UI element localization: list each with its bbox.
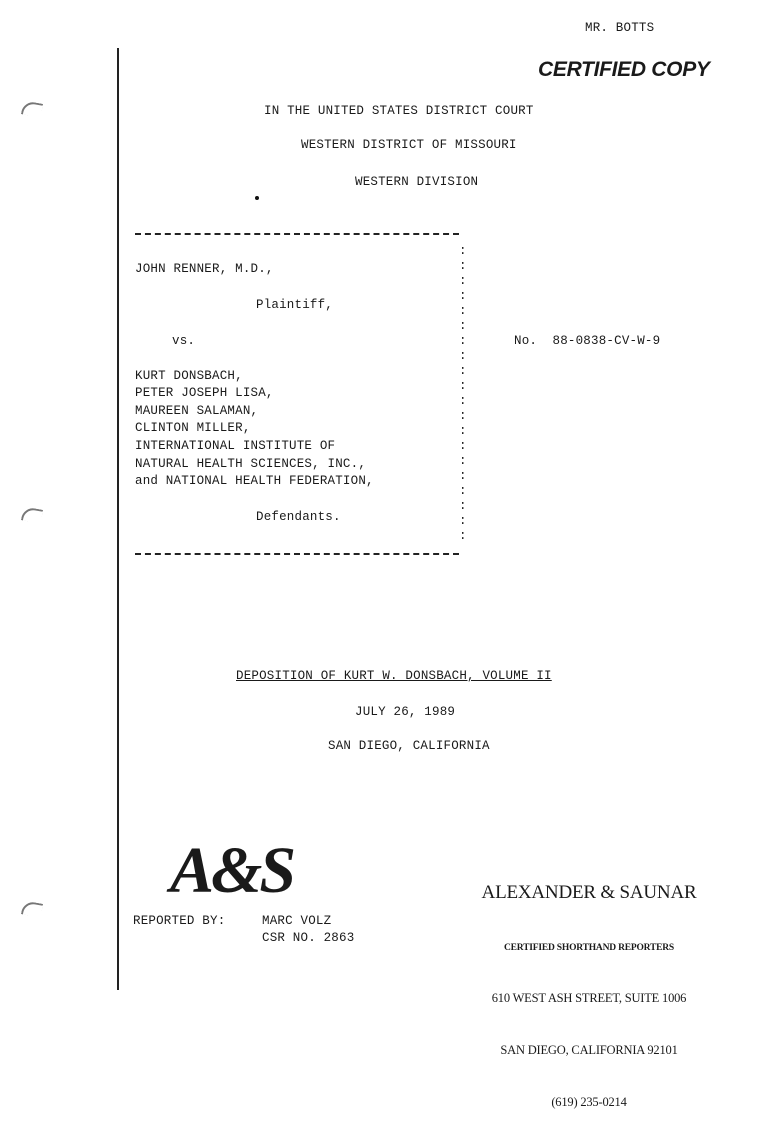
firm-address-2: SAN DIEGO, CALIFORNIA 92101 (500, 1043, 678, 1057)
binder-hole-mark (21, 900, 43, 917)
firm-name: ALEXANDER & SAUNAR (481, 882, 697, 903)
firm-address-1: 610 WEST ASH STREET, SUITE 1006 (491, 991, 687, 1005)
case-number: No. 88-0838-CV-W-9 (514, 334, 661, 348)
firm-phone: (619) 235-0214 (551, 1095, 627, 1109)
defendant-line: MAUREEN SALAMAN, (135, 404, 259, 418)
caption-colon-column: : : : : : : : : : : : : : : : : : : : : (459, 244, 467, 543)
defendant-line: PETER JOSEPH LISA, (135, 386, 274, 400)
certified-copy-stamp: CERTIFIED COPY (538, 58, 710, 81)
reporter-name: MARC VOLZ (262, 914, 332, 928)
plaintiff-name: JOHN RENNER, M.D., (135, 262, 274, 276)
caption-top-dashes (135, 233, 459, 235)
defendant-line: INTERNATIONAL INSTITUTE OF (135, 439, 336, 453)
defendant-line: NATURAL HEALTH SCIENCES, INC., (135, 457, 367, 471)
ink-speck (255, 196, 259, 200)
reporter-csr: CSR NO. 2863 (262, 931, 355, 945)
binder-hole-mark (21, 100, 43, 117)
firm-subtitle: CERTIFIED SHORTHAND REPORTERS (503, 943, 675, 953)
left-margin-rule (117, 48, 119, 990)
caption-bottom-dashes (135, 553, 459, 555)
court-division: WESTERN DIVISION (355, 175, 479, 189)
defendant-line: KURT DONSBACH, (135, 369, 243, 383)
recipient-note: MR. BOTTS (585, 21, 655, 35)
reporter-logo: A&S (170, 834, 294, 907)
court-district: WESTERN DISTRICT OF MISSOURI (301, 138, 517, 152)
reported-by-label: REPORTED BY: (133, 914, 226, 928)
defendant-line: CLINTON MILLER, (135, 421, 251, 435)
defendant-line: and NATIONAL HEALTH FEDERATION, (135, 474, 374, 488)
plaintiff-role: Plaintiff, (256, 298, 334, 312)
versus-label: vs. (172, 334, 196, 348)
defendants-role: Defendants. (256, 510, 341, 524)
deposition-date: JULY 26, 1989 (355, 705, 456, 719)
firm-block (470, 846, 708, 1128)
deposition-location: SAN DIEGO, CALIFORNIA (328, 739, 490, 753)
binder-hole-mark (21, 506, 43, 523)
court-name: IN THE UNITED STATES DISTRICT COURT (264, 104, 534, 118)
deposition-title: DEPOSITION OF KURT W. DONSBACH, VOLUME II (236, 669, 552, 683)
